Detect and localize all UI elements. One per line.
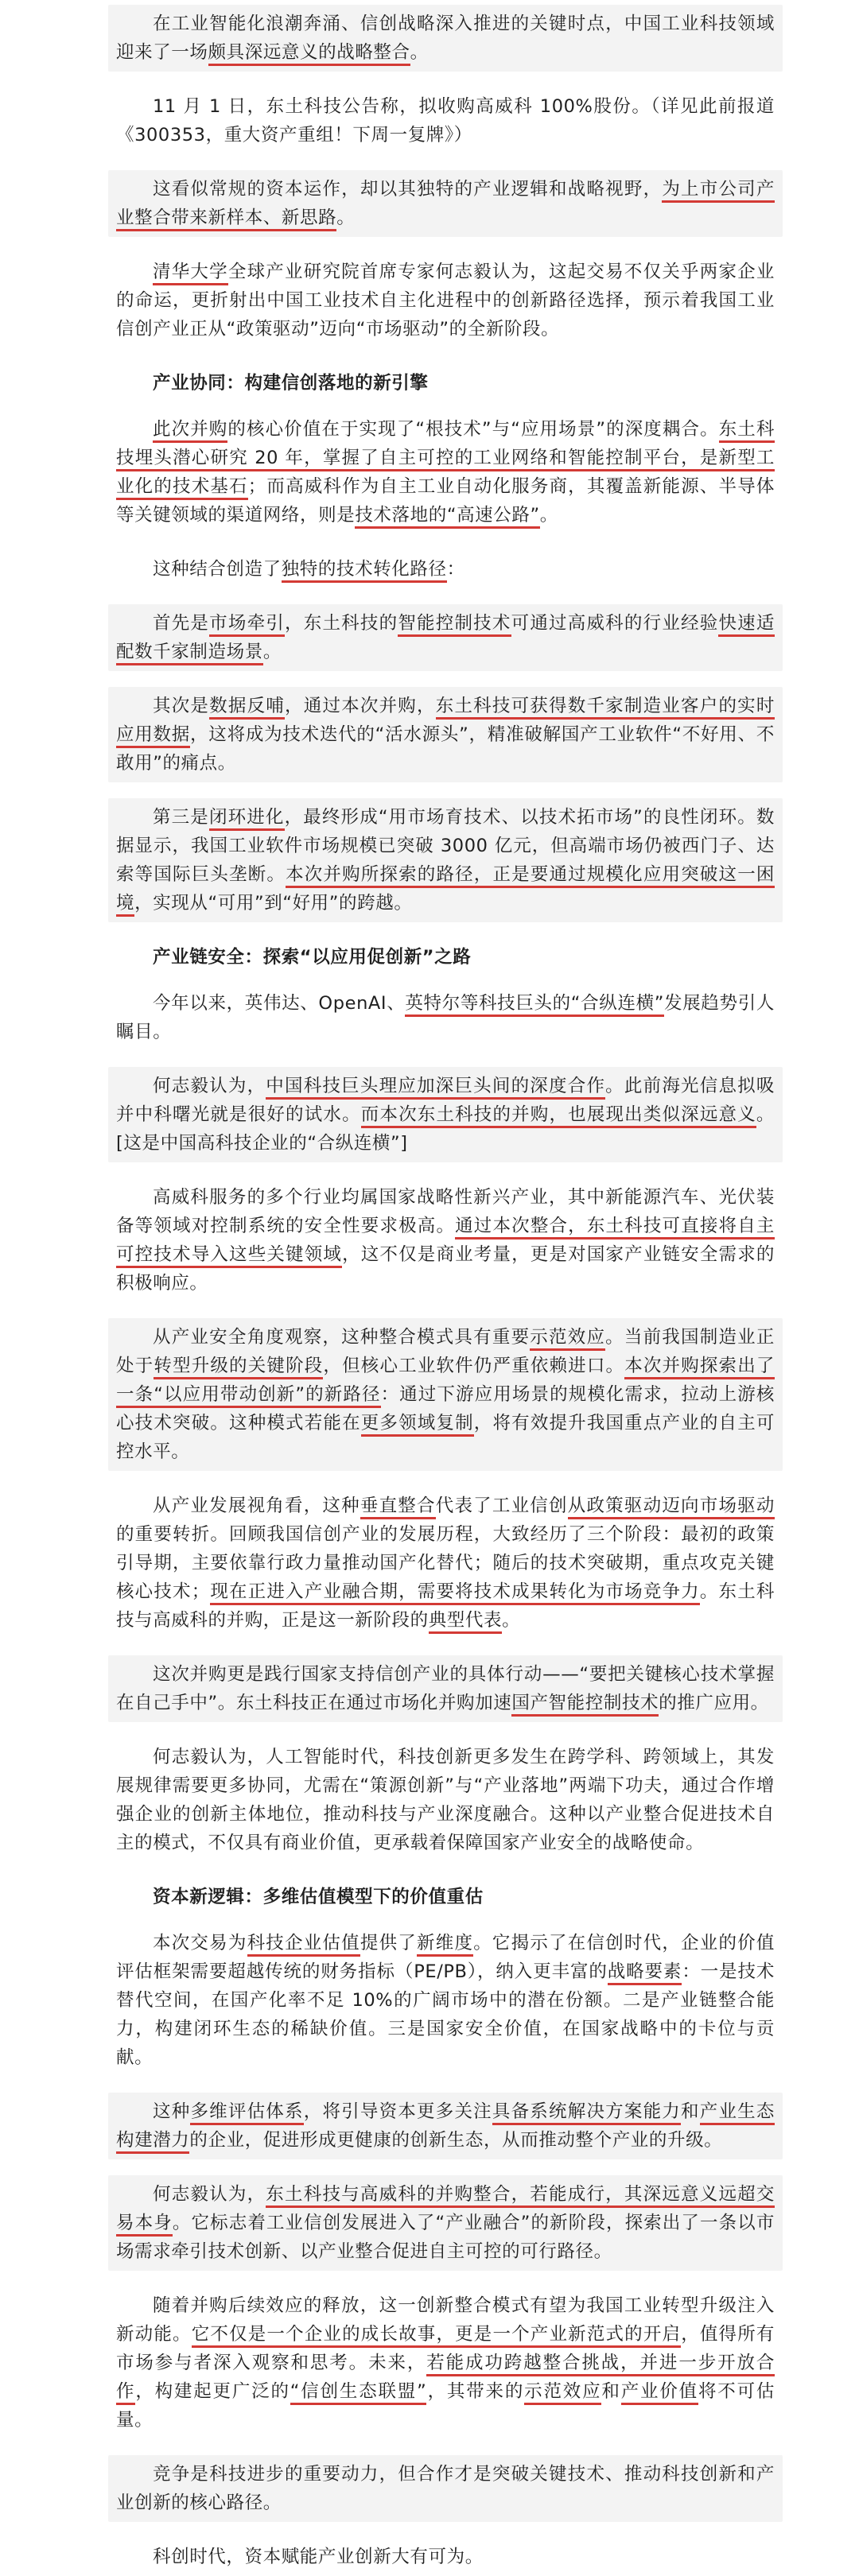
highlight-phrase: 东土科技埋头潜心研究 20 年，掌握了自主可控的工业网络和智能控制平台，是新型工业化的技术基石 — [116, 419, 775, 500]
paragraph: 从产业安全角度观察，这种整合模式具有重要示范效应。当前我国制造业正处于转型升级的关键阶段，但核心工业软件仍严重依赖进口。本次并购探索出了一条“以应用带动创新”的新路径：通过下游应用场景的规模化需求，拉动上游核心技术突破。这种模式若能在更多领域复制，将有效提升我国重点产业的自主可控水平。 — [108, 1318, 783, 1471]
highlight-phrase: 英特尔等科技巨头的“合纵连横” — [405, 993, 664, 1017]
highlight-phrase: 为上市公司产业整合带来新样本、新思路 — [116, 179, 775, 231]
paragraph: 今年以来，英伟达、OpenAI、英特尔等科技巨头的“合纵连横”发展趋势引人瞩目。 — [116, 993, 775, 1042]
paragraph: 高威科服务的多个行业均属国家战略性新兴产业，其中新能源汽车、光伏装备等领域对控制系统的安全性要求极高。通过本次整合，东土科技可直接将自主可控技术导入这些关键领域，这不仅是商业考量，更是对国家产业链安全需求的积极响应。 — [116, 1187, 775, 1294]
highlight-phrase: 国产智能控制技术 — [511, 1693, 659, 1717]
highlight-phrase: 智能控制技术 — [398, 613, 511, 637]
paragraph: 科创时代，资本赋能产业创新大有可为。 — [153, 2547, 484, 2567]
highlight-phrase: 独特的技术转化路径 — [282, 559, 447, 583]
section-heading: 产业链安全：探索“以应用促创新”之路 — [153, 947, 472, 968]
section-heading: 产业协同：构建信创落地的新引擎 — [153, 373, 429, 394]
paragraph: 何志毅认为，中国科技巨头理应加深巨头间的深度合作。此前海光信息拟吸并中科曙光就是很好的试水。而本次东土科技的并购，也展现出类似深远意义。[这是中国高科技企业的“合纵连横”] — [108, 1067, 783, 1162]
highlight-phrase: 清华大学 — [153, 262, 228, 285]
highlight-phrase: 垂直整合 — [360, 1496, 436, 1519]
highlight-phrase: 颇具深远意义的战略整合 — [208, 42, 410, 66]
highlight-phrase: 本次并购探索出了一条“以应用带动创新”的新路径 — [116, 1356, 775, 1408]
highlight-phrase: 现在正进入产业融合期，需要将技术成果转化为市场竞争力 — [210, 1581, 700, 1605]
paragraph: 随着并购后续效应的释放，这一创新整合模式有望为我国工业转型升级注入新动能。它不仅是一个企业的成长故事，更是一个产业新范式的开启，值得所有市场参与者深入观察和思考。未来，若能成功跨越整合挑战，并进一步开放合作，构建起更广泛的“信创生态联盟”，其带来的示范效应和产业价值将不可估量。 — [116, 2295, 775, 2431]
paragraph: 11 月 1 日，东土科技公告称，拟收购高威科 100%股份。（详见此前报道《300353，重大资产重组！下周一复牌》） — [116, 96, 775, 145]
highlight-phrase: 具备系统解决方案能力 — [492, 2101, 681, 2125]
highlight-phrase: 产业价值 — [621, 2381, 698, 2405]
highlight-phrase: 中国科技巨头理应加深巨头间的深度合作 — [266, 1076, 605, 1100]
paragraph: 这次并购更是践行国家支持信创产业的具体行动——“要把关键核心技术掌握在自己手中”。东土科技正在通过市场化并购加速国产智能控制技术的推广应用。 — [108, 1655, 783, 1722]
paragraph: 这种结合创造了独特的技术转化路径： — [108, 550, 783, 588]
highlight-phrase: 数据反哺 — [209, 696, 285, 720]
highlight-phrase: 示范效应 — [524, 2381, 601, 2405]
highlight-phrase: 它不仅是一个企业的成长故事，更是一个产业新范式的开启 — [192, 2324, 682, 2348]
paragraph: 在工业智能化浪潮奔涌、信创战略深入推进的关键时点，中国工业科技领域迎来了一场颇具深远意义的战略整合。 — [108, 5, 783, 72]
highlight-phrase: 本次并购所探索的路径，正是要通过规模化应用突破这一困境 — [116, 864, 775, 917]
highlight-phrase: 此次并购 — [153, 419, 227, 443]
paragraph: 这种多维评估体系，将引导资本更多关注具备系统解决方案能力和产业生态构建潜力的企业，促进形成更健康的创新生态，从而推动整个产业的升级。 — [108, 2093, 783, 2159]
highlight-phrase: 从政策驱动迈向市场驱动 — [568, 1496, 775, 1519]
paragraph: 这看似常规的资本运作，却以其独特的产业逻辑和战略视野，为上市公司产业整合带来新样本、新思路。 — [108, 170, 783, 237]
highlight-phrase: 而本次东土科技的并购，也展现出类似深远意义 — [361, 1104, 756, 1128]
highlight-phrase: 东土科技与高威科的并购整合，若能成行，其深远意义远超交易本身 — [116, 2184, 775, 2237]
highlight-phrase: “信创生态联盟” — [290, 2381, 427, 2405]
highlight-phrase: 闭环进化 — [209, 807, 285, 831]
paragraph: 首先是市场牵引，东土科技的智能控制技术可通过高威科的行业经验快速适配数千家制造场景。 — [108, 604, 783, 671]
paragraph: 其次是数据反哺，通过本次并购，东土科技可获得数千家制造业客户的实时应用数据，这将成为技术迭代的“活水源头”，精准破解国产工业软件“不好用、不敢用”的痛点。 — [108, 687, 783, 782]
highlight-phrase: 技术落地的“高速公路” — [355, 505, 539, 529]
highlight-phrase: 转型升级的关键阶段 — [154, 1356, 323, 1379]
highlight-phrase: 产业生态构建潜力 — [116, 2101, 775, 2154]
highlight-phrase: 快速适配数千家制造场景 — [116, 613, 775, 665]
highlight-phrase: 示范效应 — [530, 1327, 605, 1351]
highlight-phrase: 更多领域复制 — [361, 1413, 474, 1437]
highlight-phrase: 东土科技可获得数千家制造业客户的实时应用数据 — [116, 696, 775, 748]
highlight-phrase: 新维度 — [417, 1933, 473, 1957]
paragraph: 从产业发展视角看，这种垂直整合代表了工业信创从政策驱动迈向市场驱动的重要转折。回顾我国信创产业的发展历程，大致经历了三个阶段：最初的政策引导期，主要依靠行政力量推动国产化替代；随后的技术突破期，重点攻克关键核心技术；现在正进入产业融合期，需要将技术成果转化为市场竞争力。东土科技与高威科的并购，正是这一新阶段的典型代表。 — [108, 1487, 783, 1639]
paragraph: 第三是闭环进化，最终形成“用市场育技术、以技术拓市场”的良性闭环。数据显示，我国工业软件市场规模已突破 3000 亿元，但高端市场仍被西门子、达索等国际巨头垄断。本次并购所探索的路径，正是要通过规模化应用突破这一困境，实现从“可用”到“好用”的跨越。 — [108, 798, 783, 922]
highlight-phrase: 市场牵引 — [209, 613, 285, 637]
highlight-phrase: 多维评估体系 — [190, 2101, 303, 2125]
highlight-phrase: 科技企业估值 — [247, 1933, 360, 1957]
highlight-phrase: 通过本次整合，东土科技可直接将自主可控技术导入这些关键领域 — [116, 1216, 775, 1268]
paragraph: 何志毅认为，人工智能时代，科技创新更多发生在跨学科、跨领域上，其发展规律需要更多协同，尤需在“策源创新”与“产业落地”两端下功夫，通过合作增强企业的创新主体地位，推动科技与产业深度融合。这种以产业整合促进技术自主的模式，不仅具有商业价值，更承载着保障国家产业安全的战略使命。 — [116, 1747, 775, 1853]
highlight-phrase: 若能成功跨越整合挑战，并进一步开放合作 — [116, 2353, 775, 2405]
paragraph: 何志毅认为，东土科技与高威科的并购整合，若能成行，其深远意义远超交易本身。它标志着工业信创发展进入了“产业融合”的新阶段，探索出了一条以市场需求牵引技术创新、以产业整合促进自主可控的可行路径。 — [108, 2175, 783, 2271]
section-heading: 资本新逻辑：多维估值模型下的价值重估 — [153, 1887, 484, 1907]
paragraph: 清华大学全球产业研究院首席专家何志毅认为，这起交易不仅关乎两家企业的命运，更折射出中国工业技术自主化进程中的创新路径选择，预示着我国工业信创产业正从“政策驱动”迈向“市场驱动”的全新阶段。 — [116, 262, 775, 339]
paragraph: 本次交易为科技企业估值提供了新维度。它揭示了在信创时代，企业的价值评估框架需要超越传统的财务指标（PE/PB），纳入更丰富的战略要素：一是技术替代空间，在国产化率不足 10%的广阔市场中的潜在份额。二是产业链整合能力，构建闭环生态的稀缺价值。三是国家安全价值，在国家战略中的卡位与贡献。 — [116, 1933, 775, 2068]
highlight-phrase: 典型代表 — [429, 1610, 502, 1634]
paragraph: 竞争是科技进步的重要动力，但合作才是突破关键技术、推动科技创新和产业创新的核心路径。 — [108, 2455, 783, 2522]
highlight-phrase: 战略要素 — [608, 1961, 682, 1985]
paragraph: 此次并购的核心价值在于实现了“根技术”与“应用场景”的深度耦合。东土科技埋头潜心研究 20 年，掌握了自主可控的工业网络和智能控制平台，是新型工业化的技术基石；而高威科作为自主工业自动化服务商，其覆盖新能源、半导体等关键领域的渠道网络，则是技术落地的“高速公路”。 — [108, 410, 783, 534]
